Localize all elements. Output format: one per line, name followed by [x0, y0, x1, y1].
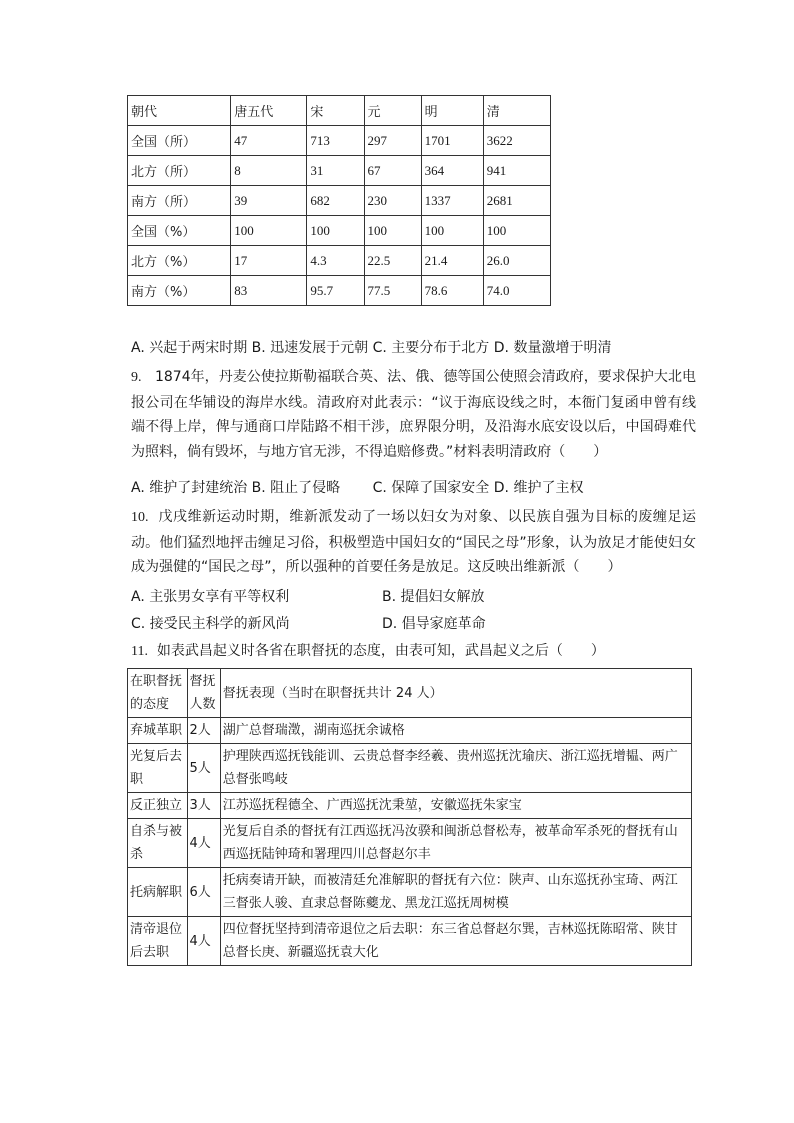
table-cell: 17 [231, 246, 307, 276]
table-cell: 全国（所） [128, 126, 231, 156]
governors-attitude-table [127, 668, 692, 966]
attitude-cell: 反正独立 [128, 793, 188, 819]
table-cell: 230 [364, 186, 421, 216]
table-cell: 明 [421, 96, 483, 126]
count-cell: 6人 [187, 868, 220, 917]
q10-option-b: B. 提倡妇女解放 [382, 589, 485, 605]
table-cell: 22.5 [364, 246, 421, 276]
q10-option-a: A. 主张男女享有平等权利 [131, 589, 290, 605]
table-row [128, 156, 551, 186]
question-11 [131, 641, 605, 662]
performance-cell: 光复后自杀的督抚有江西巡抚冯汝骙和闽浙总督松寿，被革命军杀死的督抚有山西巡抚陆钟琦和署理四川总督赵尔丰 [220, 819, 691, 868]
performance-cell: 护理陕西巡抚钱能训、云贵总督李经羲、贵州巡抚沈瑜庆、浙江巡抚增韫、两广总督张鸣岐 [220, 744, 691, 793]
count-cell: 5人 [187, 744, 220, 793]
attitude-cell: 自杀与被杀 [128, 819, 188, 868]
q10-option-c: C. 接受民主科学的新风尚 [131, 616, 290, 632]
table-cell: 北方（所） [128, 156, 231, 186]
performance-cell: 四位督抚坚持到清帝退位之后去职：东三省总督赵尔巽，吉林巡抚陈昭常、陕甘总督长庚、新疆巡抚袁大化 [220, 917, 691, 966]
table-row [128, 216, 551, 246]
table-cell: 宋 [307, 96, 364, 126]
count-cell: 4人 [187, 917, 220, 966]
table-header-row [128, 669, 692, 718]
table-row [128, 917, 692, 966]
table-cell: 南方（%） [128, 276, 231, 306]
question-10 [131, 505, 696, 580]
table-cell: 77.5 [364, 276, 421, 306]
table-cell: 100 [364, 216, 421, 246]
table1-body [128, 96, 551, 306]
table-cell: 78.6 [421, 276, 483, 306]
q9-options: A. 维护了封建统治 B. 阻止了侵略 C. 保障了国家安全 D. 维护了主权 [131, 480, 584, 496]
table-cell: 3622 [483, 126, 550, 156]
table-cell: 95.7 [307, 276, 364, 306]
table-cell: 67 [364, 156, 421, 186]
performance-cell: 江苏巡抚程德全、广西巡抚沈秉堃，安徽巡抚朱家宝 [220, 793, 691, 819]
attitude-cell: 清帝退位后去职 [128, 917, 188, 966]
q11-text: 如表武昌起义时各省在职督抚的态度，由表可知，武昌起义之后（ ） [156, 643, 605, 659]
academy-distribution-table [127, 95, 551, 306]
header-count: 督抚人数 [187, 669, 220, 718]
table-cell: 713 [307, 126, 364, 156]
table-row [128, 126, 551, 156]
header-performance: 督抚表现（当时在职督抚共计 24 人） [220, 669, 691, 718]
q10-text: 戊戌维新运动时期，维新派发动了一场以妇女为对象、以民族自强为目标的废缠足运动。他们猛烈地抨击缠足习俗，积极塑造中国妇女的“国民之母”形象，认为放足才能使妇女成为强健的“国民之母”，所以强种的首要任务是放足。这反映出维新派（ ） [131, 509, 696, 575]
table-cell: 83 [231, 276, 307, 306]
table-cell: 4.3 [307, 246, 364, 276]
table-row [128, 96, 551, 126]
table-cell: 39 [231, 186, 307, 216]
table-cell: 100 [307, 216, 364, 246]
table-cell: 682 [307, 186, 364, 216]
table-cell: 元 [364, 96, 421, 126]
table-cell: 8 [231, 156, 307, 186]
table-cell: 297 [364, 126, 421, 156]
attitude-cell: 托病解职 [128, 868, 188, 917]
q9-number: 9. [131, 370, 142, 385]
table-cell: 1701 [421, 126, 483, 156]
q8-options: A. 兴起于两宋时期 B. 迅速发展于元朝 C. 主要分布于北方 D. 数量激增于明清 [131, 340, 612, 356]
q11-number: 11. [131, 644, 148, 659]
performance-cell: 湖广总督瑞澂，湖南巡抚余诚格 [220, 718, 691, 744]
count-cell: 4人 [187, 819, 220, 868]
table-cell: 941 [483, 156, 550, 186]
table-cell: 北方（%） [128, 246, 231, 276]
table-row [128, 819, 692, 868]
table-row [128, 276, 551, 306]
header-attitude: 在职督抚的态度 [128, 669, 188, 718]
table-cell: 47 [231, 126, 307, 156]
attitude-cell: 弃城革职 [128, 718, 188, 744]
q10-number: 10. [131, 510, 149, 525]
table-row [128, 744, 692, 793]
table-cell: 南方（所） [128, 186, 231, 216]
table-cell: 364 [421, 156, 483, 186]
question-9 [131, 365, 696, 464]
table-row [128, 793, 692, 819]
table-row [128, 186, 551, 216]
table-cell: 21.4 [421, 246, 483, 276]
table-row [128, 718, 692, 744]
table-cell: 100 [483, 216, 550, 246]
table-cell: 全国（%） [128, 216, 231, 246]
table2-body [128, 669, 692, 966]
table-cell: 2681 [483, 186, 550, 216]
q9-text: 1874年，丹麦公使拉斯勒福联合英、法、俄、德等国公使照会清政府，要求保护大北电报公司在华铺设的海岸水线。清政府对此表示：“议于海底设线之时，本衙门复函申曾有线端不得上岸，俾与通商口岸陆路不相干涉，庶界限分明，及沿海水底安设以后，中国碍难代为照料，倘有毁坏，与地方官无涉，不得追赔修费。”材料表明清政府（ ） [131, 369, 696, 460]
table-cell: 74.0 [483, 276, 550, 306]
table-cell: 31 [307, 156, 364, 186]
table-cell: 清 [483, 96, 550, 126]
table-cell: 100 [231, 216, 307, 246]
table-cell: 朝代 [128, 96, 231, 126]
attitude-cell: 光复后去职 [128, 744, 188, 793]
table-row [128, 868, 692, 917]
q10-option-d: D. 倡导家庭革命 [382, 616, 486, 632]
count-cell: 3人 [187, 793, 220, 819]
count-cell: 2人 [187, 718, 220, 744]
table-cell: 26.0 [483, 246, 550, 276]
table-cell: 唐五代 [231, 96, 307, 126]
table-cell: 1337 [421, 186, 483, 216]
table-cell: 100 [421, 216, 483, 246]
performance-cell: 托病奏请开缺，而被清廷允准解职的督抚有六位：陕声、山东巡抚孙宝琦、两江三督张人骏、直隶总督陈夔龙、黑龙江巡抚周树模 [220, 868, 691, 917]
table-row [128, 246, 551, 276]
